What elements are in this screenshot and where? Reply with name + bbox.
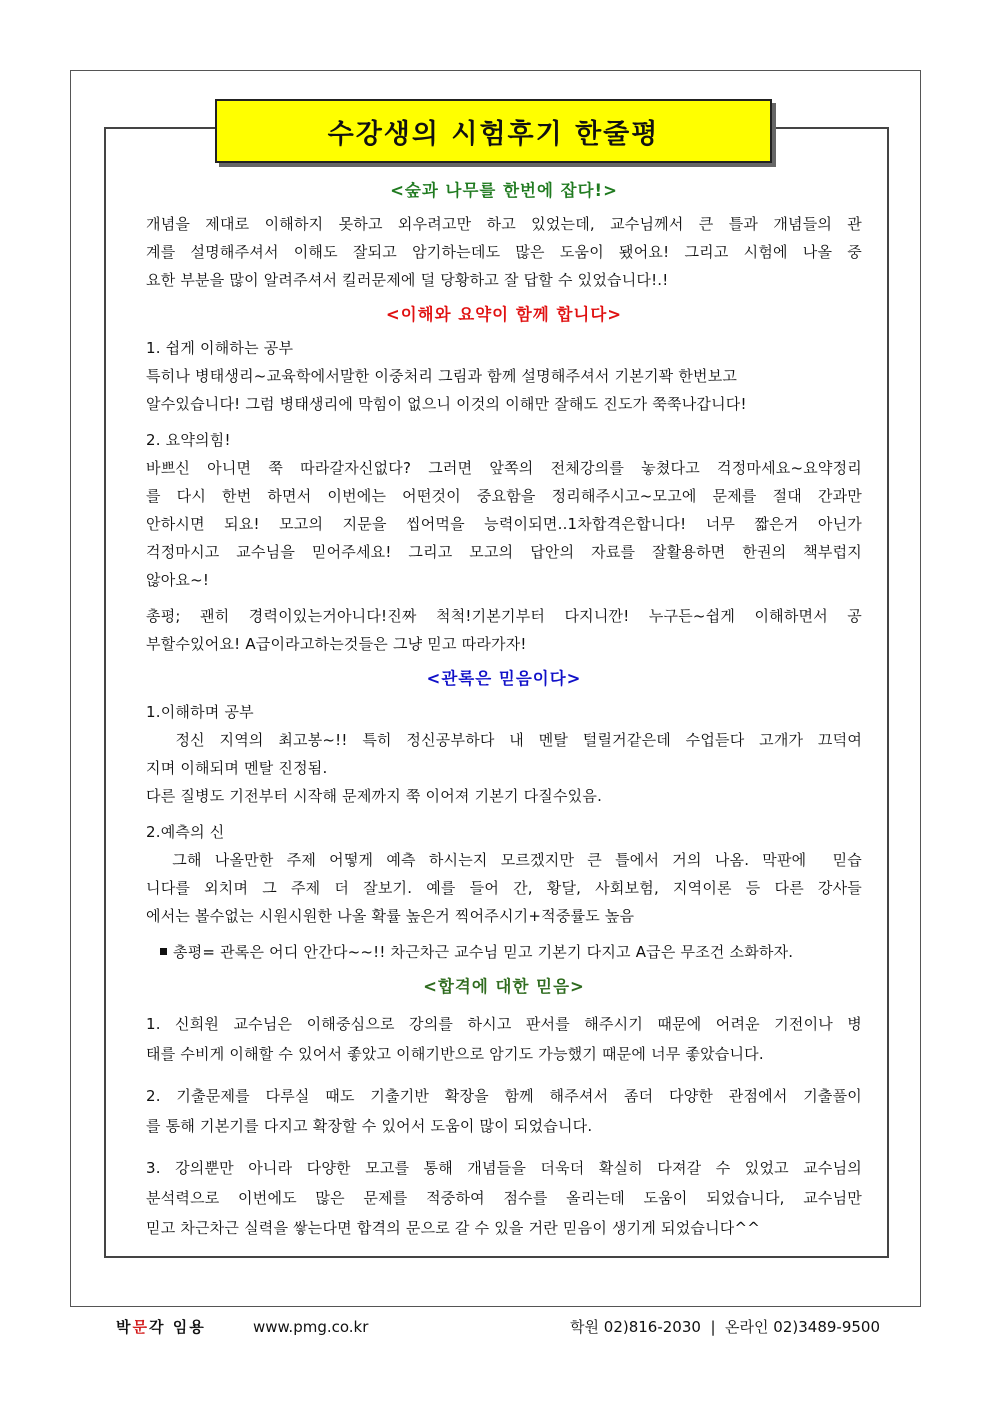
review-line: 바쁘신 아니면 쭉 따라갈자신없다? 그러면 앞쪽의 전체강의를 놓쳤다고 걱정마세요~요약정리	[146, 459, 862, 477]
summary-row	[146, 938, 862, 966]
square-bullet-icon	[160, 948, 167, 955]
section-heading-1: <숲과 나무를 한번에 잡다!>	[390, 181, 618, 200]
review-line: 다른 질병도 기전부터 시작해 문제까지 쭉 이어져 기본기 다질수있음.	[146, 787, 603, 805]
review-line: 특히나 병태생리~교육학에서말한 이중처리 그림과 함께 설명해주셔서 기본기꽉 한번보고	[146, 367, 738, 385]
review-line: 에서는 볼수없는 시원시원한 나올 확률 높은거 찍어주시기+적중률도 높음	[146, 907, 635, 925]
summary-line: 부할수있어요! A급이라고하는것들은 그냥 믿고 따라가자!	[146, 635, 527, 653]
review-content	[146, 178, 862, 1242]
summary-line: 총평= 관록은 어디 안간다~~!! 차근차근 교수님 믿고 기본기 다지고 A급은 무조건 소화하자.	[173, 943, 794, 961]
review-line: 걱정마시고 교수님을 믿어주세요! 그리고 모고의 답안의 자료를 잘활용하면 한권의 책부럽지	[146, 543, 862, 561]
review-line: 지며 이해되며 멘탈 진정됨.	[146, 759, 328, 777]
review-line: 않아요~!	[146, 571, 210, 589]
review-line: 를 통해 기본기를 다지고 확장할 수 있어서 도움이 많이 되었습니다.	[146, 1117, 593, 1135]
publisher-logo: 박문각 임용	[116, 1318, 206, 1336]
review-line: 안하시면 되요! 모고의 지문을 씹어먹을 능력이되면..1차합격은합니다! 너무 짧은거 아닌가	[146, 515, 862, 533]
summary-line: 총평; 괜히 경력이있는거아니다!진짜 척척!기본기부터 다지니깐! 누구든~쉽게 이해하면서 공	[146, 607, 862, 625]
review-line: 분석력으로 이번에도 많은 문제를 적중하여 점수를 올리는데 도움이 되었습니다, 교수님만	[146, 1189, 862, 1207]
item-title: 1.이해하며 공부	[146, 703, 254, 721]
page-footer	[0, 1312, 992, 1342]
section-heading-2: <이해와 요약이 함께 합니다>	[385, 305, 623, 324]
website-url: www.pmg.co.kr	[253, 1318, 369, 1336]
title-banner	[215, 99, 772, 163]
review-line: 요한 부분을 많이 알려주셔서 킬러문제에 덜 당황하고 잘 답할 수 있었습니다!.!	[146, 271, 669, 289]
review-line: 계를 설명해주셔서 이해도 잘되고 암기하는데도 많은 도움이 됐어요! 그리고 시험에 나올 중	[146, 243, 862, 261]
item-title: 1. 쉽게 이해하는 공부	[146, 339, 294, 357]
review-line: 태를 수비게 이해할 수 있어서 좋았고 이해기반으로 암기도 가능했기 때문에 너무 좋았습니다.	[146, 1045, 764, 1063]
review-line: 알수있습니다! 그럼 병태생리에 막힘이 없으니 이것의 이해만 잘해도 진도가 쭉쭉나갑니다!	[146, 395, 747, 413]
item-title: 2.예측의 신	[146, 823, 225, 841]
page-title: 수강생의 시험후기 한줄평	[327, 118, 660, 150]
review-line: 를 다시 한번 하면서 이번에는 어떤것이 중요함을 정리해주시고~모고에 문제를 절대 간과만	[146, 487, 862, 505]
review-line: 믿고 차근차근 실력을 쌓는다면 합격의 문으로 갈 수 있을 거란 믿음이 생기게 되었습니다^^	[146, 1219, 760, 1237]
review-line: 3. 강의뿐만 아니라 다양한 모고를 통해 개념들을 더욱더 확실히 다져갈 수 있었고 교수님의	[146, 1159, 862, 1177]
contact-info: 학원 02)816-2030 | 온라인 02)3489-9500	[570, 1318, 880, 1336]
review-line: 니다를 외치며 그 주제 더 잘보기. 예를 들어 간, 황달, 사회보험, 지역이론 등 다른 강사들	[146, 879, 862, 897]
review-line: 1. 신희원 교수님은 이해중심으로 강의를 하시고 판서를 해주시기 때문에 어려운 기전이나 병	[146, 1015, 862, 1033]
review-line: 개념을 제대로 이해하지 못하고 외우려고만 하고 있었는데, 교수님께서 큰 틀과 개념들의 관	[146, 215, 862, 233]
review-line: 2. 기출문제를 다루실 때도 기출기반 확장을 함께 해주셔서 좀더 다양한 관점에서 기출풀이	[146, 1087, 862, 1105]
item-title: 2. 요약의힘!	[146, 431, 231, 449]
section-heading-3: <관록은 믿음이다>	[426, 669, 582, 688]
section-heading-4: <합격에 대한 믿음>	[423, 977, 585, 996]
review-line: 그해 나올만한 주제 어떻게 예측 하시는지 모르겠지만 큰 틀에서 거의 나옴. 막판에 믿습	[146, 851, 862, 869]
review-line: 정신 지역의 최고봉~!! 특히 정신공부하다 내 멘탈 털릴거같은데 수업듣다 고개가 끄덕여	[146, 731, 863, 749]
